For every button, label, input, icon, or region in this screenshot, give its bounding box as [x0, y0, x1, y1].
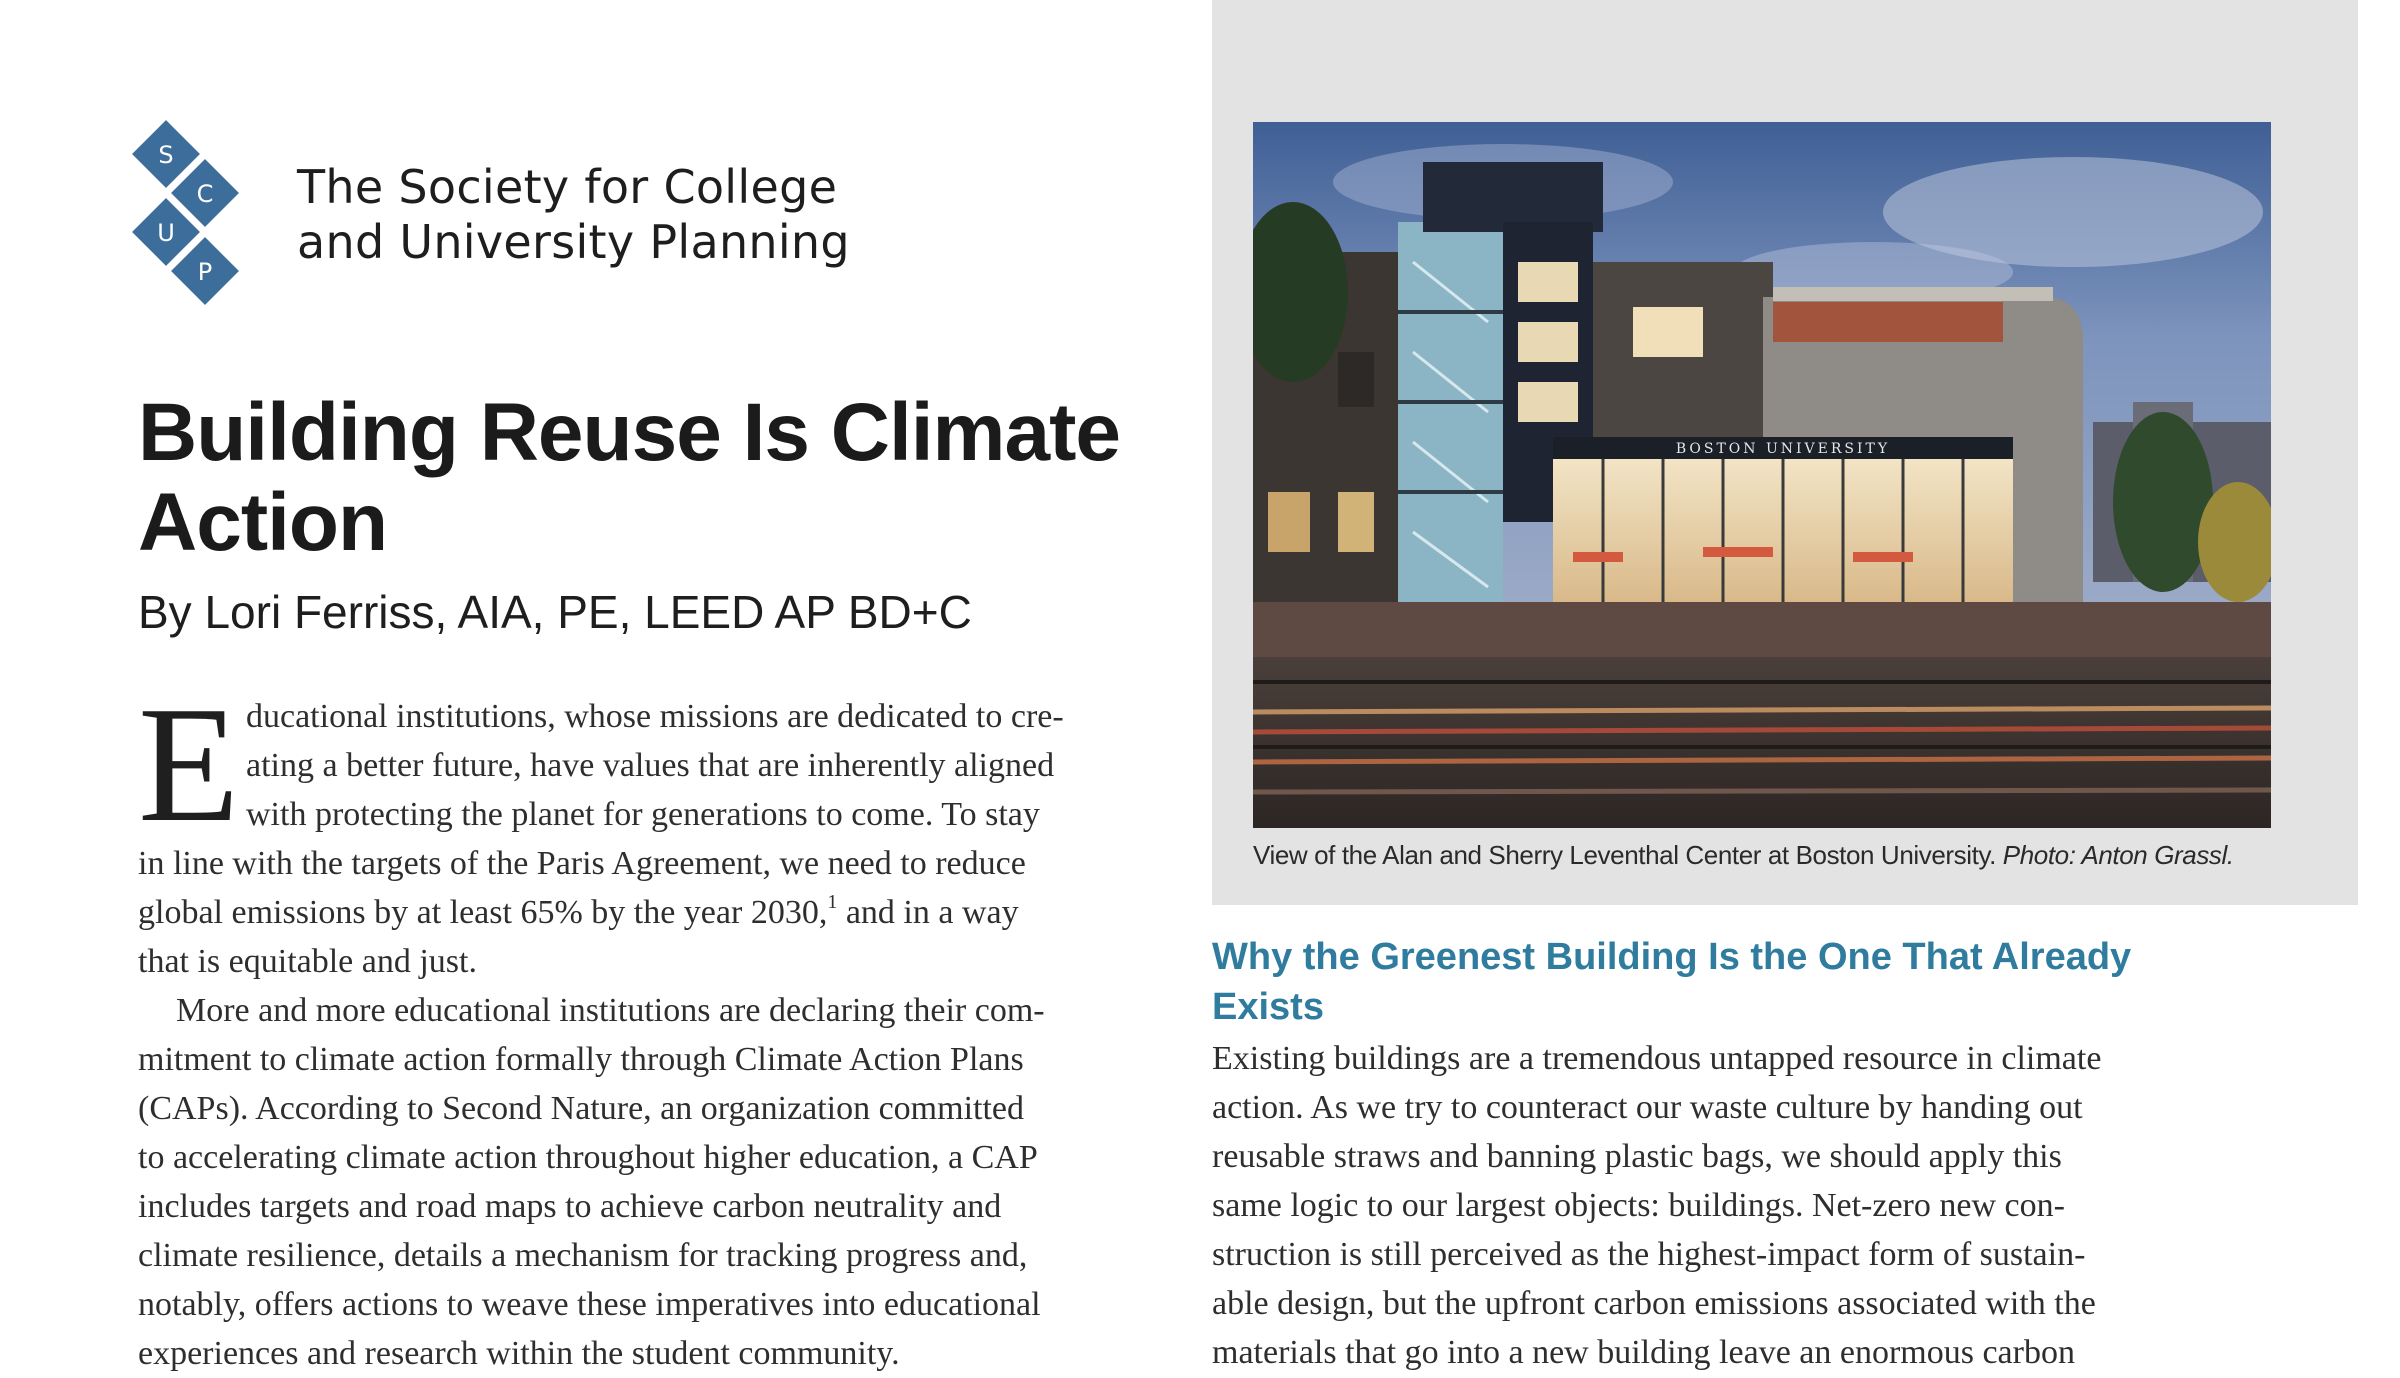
body-line-with-footnote [138, 888, 1138, 937]
photo-caption [1253, 840, 2234, 871]
body-line: notably, offers actions to weave these imperatives into educational [138, 1286, 1041, 1323]
body-line: same logic to our largest objects: buildings. Net-zero new con- [1212, 1187, 2065, 1224]
article-title-line: Action [138, 477, 388, 568]
photo-credit: Photo: Anton Grassl. [2002, 840, 2234, 870]
organization-name-line: The Society for College [297, 160, 838, 214]
logo-letter-s: S [158, 141, 174, 169]
caption-text: View of the Alan and Sherry Leventhal Center at Boston University. [1253, 840, 2003, 870]
body-text: and in a way [837, 894, 1019, 931]
drop-cap: E [138, 672, 240, 856]
scup-diamond-mark [130, 118, 260, 318]
body-line: action. As we try to counteract our waste culture by handing out [1212, 1089, 2083, 1126]
figure-panel [1212, 0, 2358, 905]
body-line: with protecting the planet for generations to come. To stay [246, 796, 1040, 833]
body-text: global emissions by at least 65% by the year 2030, [138, 894, 828, 931]
body-line: ducational institutions, whose missions are dedicated to cre- [246, 698, 1064, 735]
article-title-line: Building Reuse Is Climate [138, 387, 1120, 478]
body-line: to accelerating climate action throughout higher education, a CAP [138, 1139, 1038, 1176]
building-sign: BOSTON UNIVERSITY [1675, 441, 1891, 457]
scup-logo [130, 118, 260, 318]
body-line: Existing buildings are a tremendous untapped resource in climate [1212, 1040, 2102, 1077]
section-heading [1212, 932, 2292, 1032]
building-photo [1253, 122, 2271, 828]
body-line: reusable straws and banning plastic bags, we should apply this [1212, 1138, 2062, 1175]
body-line: materials that go into a new building leave an enormous carbon [1212, 1334, 2075, 1371]
body-line: ating a better future, have values that are inherently aligned [246, 747, 1055, 784]
logo-letter-u: U [157, 219, 175, 247]
body-line: struction is still perceived as the highest-impact form of sustain- [1212, 1236, 2086, 1273]
body-line: includes targets and road maps to achieve carbon neutrality and [138, 1188, 1002, 1225]
body-line: mitment to climate action formally through Climate Action Plans [138, 1041, 1024, 1078]
body-line: More and more educational institutions are declaring their com- [176, 992, 1045, 1029]
body-line: that is equitable and just. [138, 943, 477, 980]
intro-paragraph-opening [138, 672, 1138, 856]
right-body-column [1212, 1034, 2272, 1377]
footnote-marker[interactable]: 1 [827, 891, 838, 913]
section-heading-line: Exists [1212, 986, 1324, 1028]
organization-name [297, 160, 850, 270]
body-line: (CAPs). According to Second Nature, an organization committed [138, 1090, 1025, 1127]
body-line: able design, but the upfront carbon emissions associated with the [1212, 1285, 2096, 1322]
body-line: climate resilience, details a mechanism for tracking progress and, [138, 1237, 1028, 1274]
left-body-column [138, 672, 1138, 1378]
section-heading-line: Why the Greenest Building Is the One That Already [1212, 936, 2132, 978]
body-line: experiences and research within the student community. [138, 1335, 900, 1372]
logo-letter-p: P [197, 258, 213, 286]
organization-name-line: and University Planning [297, 215, 850, 269]
article-title [138, 388, 1158, 568]
author-byline: By Lori Ferriss, AIA, PE, LEED AP BD+C [138, 586, 972, 638]
body-line: in line with the targets of the Paris Agreement, we need to reduce [138, 845, 1026, 882]
logo-letter-c: C [196, 180, 214, 208]
